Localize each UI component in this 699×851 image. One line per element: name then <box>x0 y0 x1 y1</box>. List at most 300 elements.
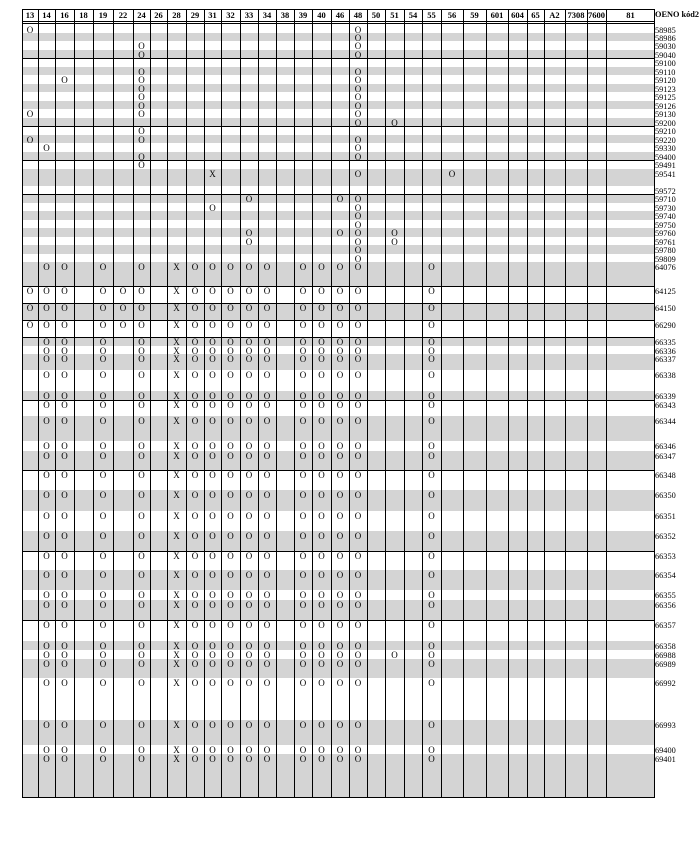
cell-mark: O <box>245 354 253 364</box>
cell-mark: O <box>336 262 344 272</box>
cell-mark: O <box>138 67 145 77</box>
cell-mark: O <box>61 416 68 426</box>
cell-mark: O <box>354 92 362 102</box>
cell-mark: O <box>263 745 271 755</box>
oeno-code: 69401 <box>655 755 676 764</box>
cell-mark: O <box>191 451 199 461</box>
oeno-code: 59126 <box>655 102 676 111</box>
oeno-code: 66988 <box>655 651 676 660</box>
cell-mark: O <box>245 337 253 347</box>
cell-mark: O <box>61 451 68 461</box>
cell-mark: O <box>138 470 145 480</box>
cell-mark: O <box>26 320 34 330</box>
cell-mark: O <box>263 678 271 688</box>
cell-mark: O <box>61 650 68 660</box>
cell-mark: O <box>318 303 325 313</box>
oeno-code: 66348 <box>655 471 676 480</box>
oeno-code: 59780 <box>655 246 676 255</box>
cell-mark: O <box>318 286 325 296</box>
cell-mark: O <box>336 470 344 480</box>
cell-mark: O <box>99 320 107 330</box>
cell-mark: O <box>209 641 216 651</box>
cell-mark: O <box>336 590 344 600</box>
cell-mark: O <box>209 354 216 364</box>
cell-mark: O <box>138 370 145 380</box>
cell-mark: O <box>354 754 362 764</box>
oeno-code: 58986 <box>655 34 676 43</box>
cell-mark: O <box>43 570 50 580</box>
oeno-code: 66353 <box>655 552 676 561</box>
column-header: 7600 <box>588 10 605 20</box>
cell-mark: O <box>138 391 145 401</box>
cell-mark: X <box>173 416 180 426</box>
oeno-code: 59100 <box>655 59 676 68</box>
cell-mark: O <box>245 286 253 296</box>
cell-mark: O <box>43 551 50 561</box>
cell-mark: O <box>138 101 145 111</box>
cell-mark: O <box>354 400 362 410</box>
cell-mark: O <box>428 590 435 600</box>
cell-mark: O <box>26 135 34 145</box>
cell-mark: O <box>99 470 107 480</box>
cell-mark: O <box>245 320 253 330</box>
cell-mark: O <box>354 101 362 111</box>
cell-mark: O <box>318 441 325 451</box>
cell-mark: O <box>245 400 253 410</box>
group-divider <box>22 126 655 127</box>
cell-mark: O <box>99 650 107 660</box>
cell-mark: O <box>43 451 50 461</box>
cell-mark: O <box>428 416 435 426</box>
cell-mark: O <box>138 754 145 764</box>
cell-mark: O <box>428 531 435 541</box>
cell-mark: X <box>173 400 180 410</box>
column-divider <box>404 9 405 798</box>
cell-mark: O <box>227 391 234 401</box>
cell-mark: O <box>43 286 50 296</box>
cell-mark: O <box>299 650 307 660</box>
oeno-code: 59210 <box>655 127 676 136</box>
oeno-code: 59760 <box>655 229 676 238</box>
cell-mark: O <box>138 109 145 119</box>
oeno-code: 66336 <box>655 347 676 356</box>
column-divider <box>22 9 23 798</box>
cell-mark: O <box>354 490 362 500</box>
oeno-code: 59040 <box>655 51 676 60</box>
cell-mark: O <box>336 745 344 755</box>
cell-mark: X <box>173 590 180 600</box>
cell-mark: O <box>354 169 362 179</box>
cell-mark: O <box>43 320 50 330</box>
cell-mark: O <box>43 650 50 660</box>
cell-mark: O <box>318 551 325 561</box>
cell-mark: O <box>354 109 362 119</box>
cell-mark: O <box>43 659 50 669</box>
cell-mark: O <box>354 41 362 51</box>
cell-mark: O <box>209 620 216 630</box>
cell-mark: O <box>336 511 344 521</box>
cell-mark: O <box>318 650 325 660</box>
column-header: 7308 <box>567 10 585 20</box>
cell-mark: O <box>245 600 253 610</box>
cell-mark: O <box>318 490 325 500</box>
cell-mark: O <box>61 470 68 480</box>
cell-mark: O <box>61 303 68 313</box>
cell-mark: O <box>354 320 362 330</box>
cell-mark: O <box>99 754 107 764</box>
cell-mark: X <box>173 511 180 521</box>
oeno-code: 59761 <box>655 238 676 247</box>
cell-mark: X <box>173 391 180 401</box>
cell-mark: O <box>391 650 398 660</box>
cell-mark: O <box>138 135 145 145</box>
cell-mark: O <box>191 370 199 380</box>
cell-mark: O <box>209 678 216 688</box>
column-divider <box>113 9 114 798</box>
cell-mark: O <box>336 659 344 669</box>
cell-mark: X <box>173 354 180 364</box>
column-header: 55 <box>427 10 436 20</box>
cell-mark: O <box>336 370 344 380</box>
cell-mark: O <box>299 451 307 461</box>
cell-mark: X <box>173 490 180 500</box>
cell-mark: O <box>245 745 253 755</box>
cell-mark: O <box>138 551 145 561</box>
oeno-code: 59572 <box>655 187 676 196</box>
cell-mark: O <box>99 551 107 561</box>
column-header: 16 <box>60 10 69 20</box>
cell-mark: O <box>191 346 199 356</box>
cell-mark: O <box>428 337 435 347</box>
cell-mark: O <box>227 286 234 296</box>
cell-mark: O <box>138 50 145 60</box>
cell-mark: O <box>99 262 107 272</box>
cell-mark: O <box>263 346 271 356</box>
cell-mark: O <box>299 490 307 500</box>
cell-mark: O <box>99 641 107 651</box>
cell-mark: O <box>299 590 307 600</box>
column-header: 24 <box>137 10 146 20</box>
oeno-code: 64125 <box>655 287 676 296</box>
cell-mark: O <box>43 391 50 401</box>
cell-mark: O <box>354 228 362 238</box>
cell-mark: O <box>209 400 216 410</box>
cell-mark: O <box>245 659 253 669</box>
cell-mark: O <box>245 441 253 451</box>
cell-mark: O <box>299 337 307 347</box>
cell-mark: O <box>263 590 271 600</box>
cell-mark: O <box>138 531 145 541</box>
cell-mark: O <box>61 391 68 401</box>
cell-mark: O <box>138 320 145 330</box>
cell-mark: O <box>299 745 307 755</box>
column-header: 40 <box>317 10 326 20</box>
column-header: 46 <box>335 10 345 20</box>
cell-mark: O <box>428 391 435 401</box>
cell-mark: O <box>61 370 68 380</box>
cell-mark: X <box>173 451 180 461</box>
column-header: 39 <box>298 10 308 20</box>
column-header: 38 <box>280 10 290 20</box>
cell-mark: O <box>138 650 145 660</box>
cell-mark: O <box>227 570 234 580</box>
cell-mark: O <box>43 745 50 755</box>
cell-mark: O <box>227 745 234 755</box>
cell-mark: X <box>173 551 180 561</box>
cell-mark: O <box>428 511 435 521</box>
column-header: 14 <box>42 10 51 20</box>
oeno-code: 58985 <box>655 26 676 35</box>
cell-mark: O <box>61 620 68 630</box>
oeno-code: 59330 <box>655 144 676 153</box>
cell-mark: O <box>99 354 107 364</box>
cell-mark: O <box>245 551 253 561</box>
cell-mark: O <box>318 659 325 669</box>
cell-mark: O <box>299 620 307 630</box>
cell-mark: O <box>43 678 50 688</box>
cell-mark: O <box>61 659 68 669</box>
cell-mark: O <box>61 720 68 730</box>
cell-mark: O <box>209 451 216 461</box>
cell-mark: O <box>138 511 145 521</box>
column-divider <box>150 9 151 798</box>
cell-mark: O <box>263 754 271 764</box>
column-divider <box>587 9 588 798</box>
cell-mark: O <box>138 620 145 630</box>
cell-mark: O <box>354 33 362 43</box>
cell-mark: O <box>318 754 325 764</box>
cell-mark: O <box>245 641 253 651</box>
cell-mark: O <box>318 370 325 380</box>
cell-mark: O <box>138 354 145 364</box>
group-divider <box>22 160 655 161</box>
group-divider <box>22 58 655 59</box>
cell-mark: O <box>227 346 234 356</box>
cell-mark: O <box>138 600 145 610</box>
cell-mark: O <box>318 416 325 426</box>
oeno-code: 66339 <box>655 392 676 401</box>
cell-mark: O <box>61 354 68 364</box>
cell-mark: O <box>263 650 271 660</box>
cell-mark: O <box>61 531 68 541</box>
cell-mark: O <box>227 320 234 330</box>
cell-mark: O <box>354 337 362 347</box>
column-header: 51 <box>390 10 399 20</box>
cell-mark: O <box>318 354 325 364</box>
cell-mark: O <box>354 135 362 145</box>
cell-mark: O <box>318 337 325 347</box>
cell-mark: X <box>173 286 180 296</box>
cell-mark: O <box>245 511 253 521</box>
cell-mark: O <box>209 470 216 480</box>
cell-mark: O <box>299 441 307 451</box>
cell-mark: O <box>119 303 127 313</box>
cell-mark: O <box>354 745 362 755</box>
cell-mark: O <box>209 262 216 272</box>
cell-mark: O <box>336 600 344 610</box>
cell-mark: O <box>61 262 68 272</box>
column-header: 81 <box>626 10 635 20</box>
oeno-code: 66358 <box>655 642 676 651</box>
cell-mark: O <box>299 262 307 272</box>
cell-mark: O <box>263 354 271 364</box>
cell-mark: O <box>43 511 50 521</box>
cell-mark: O <box>191 441 199 451</box>
column-header: A2 <box>549 10 560 20</box>
cell-mark: O <box>61 75 68 85</box>
cell-mark: O <box>209 203 216 213</box>
cell-mark: O <box>227 370 234 380</box>
cell-mark: O <box>299 531 307 541</box>
cell-mark: O <box>245 531 253 541</box>
cell-mark: O <box>43 262 50 272</box>
cell-mark: O <box>245 262 253 272</box>
cell-mark: O <box>26 286 34 296</box>
cell-mark: O <box>263 620 271 630</box>
cell-mark: O <box>43 490 50 500</box>
cell-mark: O <box>209 416 216 426</box>
cell-mark: O <box>209 337 216 347</box>
cell-mark: X <box>173 320 180 330</box>
cell-mark: O <box>245 416 253 426</box>
column-header: 26 <box>154 10 163 20</box>
column-divider <box>527 9 528 798</box>
cell-mark: O <box>336 678 344 688</box>
cell-mark: O <box>138 416 145 426</box>
oeno-code: 66344 <box>655 417 676 426</box>
row-band <box>22 101 655 109</box>
cell-mark: O <box>138 745 145 755</box>
cell-mark: O <box>263 531 271 541</box>
column-header: 13 <box>25 10 35 20</box>
cell-mark: O <box>61 678 68 688</box>
cell-mark: O <box>191 745 199 755</box>
row-divider <box>22 797 655 798</box>
cell-mark: O <box>354 303 362 313</box>
column-header: 65 <box>531 10 540 20</box>
cell-mark: O <box>191 720 199 730</box>
cell-mark: O <box>209 590 216 600</box>
cell-mark: O <box>209 745 216 755</box>
cell-mark: O <box>191 354 199 364</box>
cell-mark: O <box>336 228 344 238</box>
column-header: 32 <box>226 10 235 20</box>
oeno-code: 66992 <box>655 679 676 688</box>
cell-mark: O <box>428 451 435 461</box>
cell-mark: O <box>354 720 362 730</box>
cell-mark: O <box>318 641 325 651</box>
column-divider <box>508 9 509 798</box>
cell-mark: O <box>191 391 199 401</box>
cell-mark: O <box>43 600 50 610</box>
cell-mark: O <box>428 354 435 364</box>
cell-mark: O <box>138 441 145 451</box>
cell-mark: O <box>354 531 362 541</box>
cell-mark: O <box>299 551 307 561</box>
cell-mark: O <box>318 511 325 521</box>
cell-mark: O <box>354 84 362 94</box>
cell-mark: O <box>263 470 271 480</box>
cell-mark: O <box>336 354 344 364</box>
cell-mark: O <box>227 754 234 764</box>
cell-mark: O <box>209 600 216 610</box>
column-header: 31 <box>208 10 217 20</box>
cell-mark: O <box>354 286 362 296</box>
cell-mark: O <box>209 531 216 541</box>
cell-mark: O <box>263 720 271 730</box>
cell-mark: O <box>336 346 344 356</box>
cell-mark: O <box>245 590 253 600</box>
cell-mark: O <box>299 346 307 356</box>
cell-mark: O <box>263 416 271 426</box>
cell-mark: O <box>354 203 362 213</box>
cell-mark: O <box>245 346 253 356</box>
oeno-code: 64150 <box>655 304 676 313</box>
row-divider <box>22 21 655 22</box>
cell-mark: O <box>209 391 216 401</box>
cell-mark: X <box>173 570 180 580</box>
cell-mark: O <box>43 590 50 600</box>
cell-mark: O <box>299 600 307 610</box>
cell-mark: O <box>245 451 253 461</box>
cell-mark: O <box>43 337 50 347</box>
cell-mark: O <box>227 400 234 410</box>
cell-mark: O <box>209 511 216 521</box>
cell-mark: O <box>227 641 234 651</box>
cell-mark: O <box>354 220 362 230</box>
cell-mark: O <box>191 470 199 480</box>
cell-mark: O <box>99 570 107 580</box>
cell-mark: O <box>354 678 362 688</box>
cell-mark: X <box>173 659 180 669</box>
oeno-code: 59809 <box>655 255 676 264</box>
cell-mark: O <box>299 659 307 669</box>
cell-mark: O <box>138 160 145 170</box>
cell-mark: O <box>428 620 435 630</box>
cell-mark: O <box>209 370 216 380</box>
cell-mark: O <box>428 370 435 380</box>
cell-mark: O <box>354 650 362 660</box>
cell-mark: O <box>43 303 50 313</box>
cell-mark: O <box>227 531 234 541</box>
cell-mark: X <box>173 262 180 272</box>
cell-mark: O <box>99 600 107 610</box>
cell-mark: O <box>138 659 145 669</box>
cell-mark: O <box>336 531 344 541</box>
column-divider <box>606 9 607 798</box>
cell-mark: O <box>354 590 362 600</box>
cell-mark: O <box>318 620 325 630</box>
cell-mark: O <box>43 400 50 410</box>
column-divider <box>74 9 75 798</box>
cell-mark: O <box>354 391 362 401</box>
cell-mark: X <box>173 754 180 764</box>
row-band <box>22 169 655 186</box>
cell-mark: O <box>209 754 216 764</box>
oeno-code: 66290 <box>655 321 676 330</box>
oeno-code: 66356 <box>655 601 676 610</box>
oeno-code: 59541 <box>655 170 676 179</box>
cell-mark: O <box>299 720 307 730</box>
cell-mark: X <box>173 641 180 651</box>
cell-mark: O <box>299 354 307 364</box>
cell-mark: O <box>227 620 234 630</box>
oeno-code: 59125 <box>655 93 676 102</box>
oeno-code: 66337 <box>655 355 676 364</box>
column-header: 19 <box>98 10 108 20</box>
cell-mark: O <box>354 254 362 264</box>
cell-mark: O <box>99 370 107 380</box>
